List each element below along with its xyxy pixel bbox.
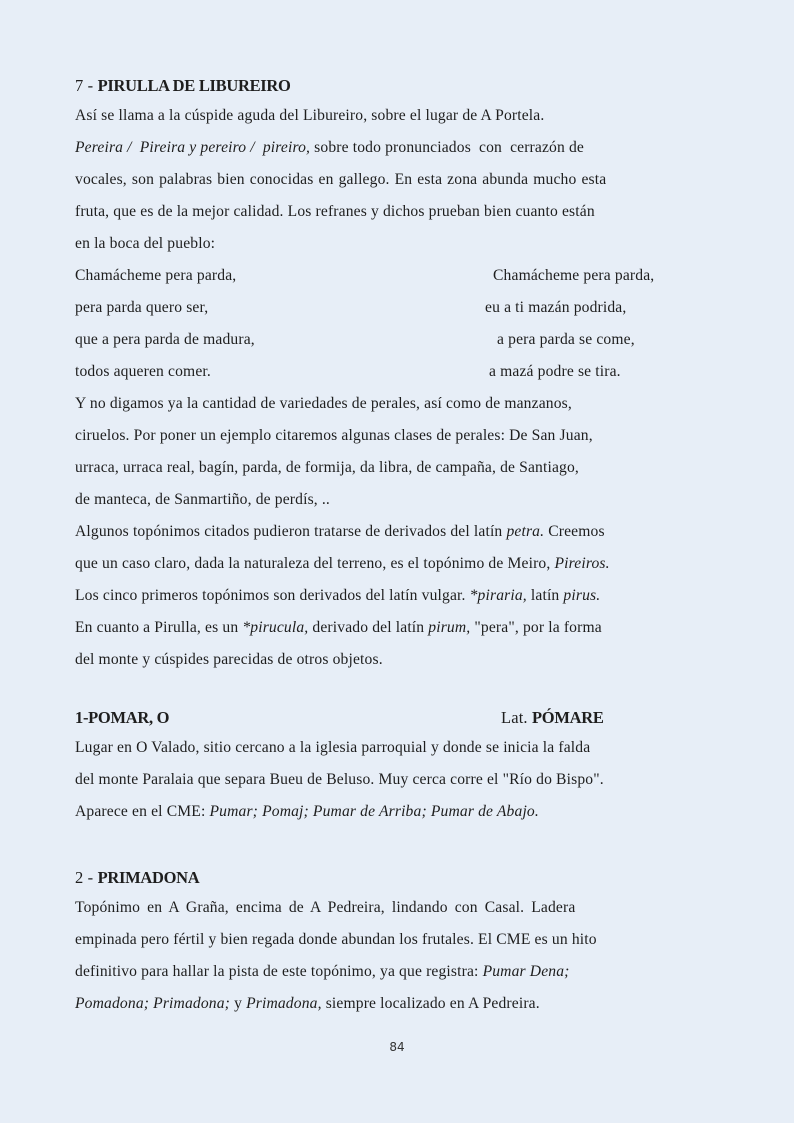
text-run: En cuanto a Pirulla, es un <box>75 619 243 636</box>
italic-term: pirus. <box>563 587 601 604</box>
italic-term: Pumar; Pomaj; Pumar de Arriba; Pumar de Abajo. <box>209 803 539 820</box>
italic-term: *pirucula, <box>242 619 309 636</box>
paragraph-line: vocales, son palabras bien conocidas en gallego. En esta zona abunda mucho esta <box>75 171 607 188</box>
italic-term: *piraria, <box>469 587 527 604</box>
italic-term: petra. <box>506 523 545 540</box>
text-run: "pera", por la forma <box>470 619 602 636</box>
paragraph-line: Así se llama a la cúspide aguda del Libureiro, sobre el lugar de A Portela. <box>75 107 545 124</box>
verse-line: a mazá podre se tira. <box>489 363 621 380</box>
text-run: Aparece en el CME: <box>75 803 210 820</box>
paragraph-line: del monte Paralaia que separa Bueu de Beluso. Muy cerca corre el "Río do Bispo". <box>75 771 604 788</box>
paragraph-line <box>75 586 600 606</box>
paragraph-line <box>75 994 540 1014</box>
verse-line: que a pera parda de madura, <box>75 331 255 348</box>
text-run: y <box>230 995 247 1012</box>
verse-line: Chamácheme pera parda, <box>493 267 655 284</box>
paragraph-line: de manteca, de Sanmartiño, de perdís, .. <box>75 491 330 508</box>
text-run: latín <box>526 587 564 604</box>
italic-term: Pireiros. <box>554 555 610 572</box>
italic-term: Pereira / Pireira y pereiro / pireiro, <box>75 139 311 156</box>
paragraph-line: del monte y cúspides parecidas de otros objetos. <box>75 651 383 668</box>
text-run: definitivo para hallar la pista de este topónimo, ya que registra: <box>75 963 483 980</box>
paragraph-line: Lugar en O Valado, sitio cercano a la iglesia parroquial y donde se inicia la falda <box>75 739 591 756</box>
latin-prefix: Lat. <box>501 708 532 727</box>
text-run: siempre localizado en A Pedreira. <box>321 995 540 1012</box>
section-title: PIRULLA DE LIBUREIRO <box>97 76 291 95</box>
paragraph-line: en la boca del pueblo: <box>75 235 216 252</box>
paragraph-line <box>75 802 539 822</box>
section-heading-pirulla <box>75 76 291 96</box>
verse-line: pera parda quero ser, <box>75 299 209 316</box>
text-run: Creemos <box>544 523 605 540</box>
paragraph-line: ciruelos. Por poner un ejemplo citaremos algunas clases de perales: De San Juan, <box>75 427 593 444</box>
section-heading-primadona <box>75 868 199 888</box>
paragraph-line: urraca, urraca real, bagín, parda, de formija, da libra, de campaña, de Santiago, <box>75 459 579 476</box>
verse-line: a pera parda se come, <box>497 331 635 348</box>
paragraph-line <box>75 138 717 158</box>
italic-term: Pumar Dena; <box>482 963 570 980</box>
italic-term: Pomadona; Primadona; <box>75 995 231 1012</box>
text-run: Los cinco primeros topónimos son derivados del latín vulgar. <box>75 587 470 604</box>
verse-line: todos aqueren comer. <box>75 363 211 380</box>
paragraph-line: fruta, que es de la mejor calidad. Los refranes y dichos prueban bien cuanto están <box>75 203 595 220</box>
text-run: derivado del latín <box>308 619 429 636</box>
italic-term: pirum, <box>428 619 471 636</box>
paragraph-line: Topónimo en A Graña, encima de A Pedreira, lindando con Casal. Ladera <box>75 899 576 916</box>
text-run: Algunos topónimos citados pudieron tratarse de derivados del latín <box>75 523 507 540</box>
verse-line: eu a ti mazán podrida, <box>485 299 627 316</box>
text-run: que un caso claro, dada la naturaleza del terreno, es el topónimo de Meiro, <box>75 555 555 572</box>
paragraph-line <box>75 962 570 982</box>
paragraph-line <box>75 554 610 574</box>
section-title: 1-POMAR, O <box>75 708 170 727</box>
paragraph-line: empinada pero fértil y bien regada donde abundan los frutales. El CME es un hito <box>75 931 597 948</box>
latin-etymology <box>501 708 604 728</box>
italic-term: Primadona, <box>246 995 322 1012</box>
paragraph-line: Y no digamos ya la cantidad de variedades de perales, así como de manzanos, <box>75 395 572 412</box>
latin-term: PÓMARE <box>532 708 604 727</box>
paragraph-line <box>75 618 602 638</box>
paragraph-line <box>75 522 605 542</box>
section-title: PRIMADONA <box>97 868 200 887</box>
page-number: 84 <box>389 1040 405 1054</box>
text-run: sobre todo pronunciados con cerrazón de <box>310 139 585 156</box>
section-heading-pomar <box>75 708 169 728</box>
section-number: 7 - <box>75 76 98 95</box>
section-number: 2 - <box>75 868 98 887</box>
verse-line: Chamácheme pera parda, <box>75 267 237 284</box>
